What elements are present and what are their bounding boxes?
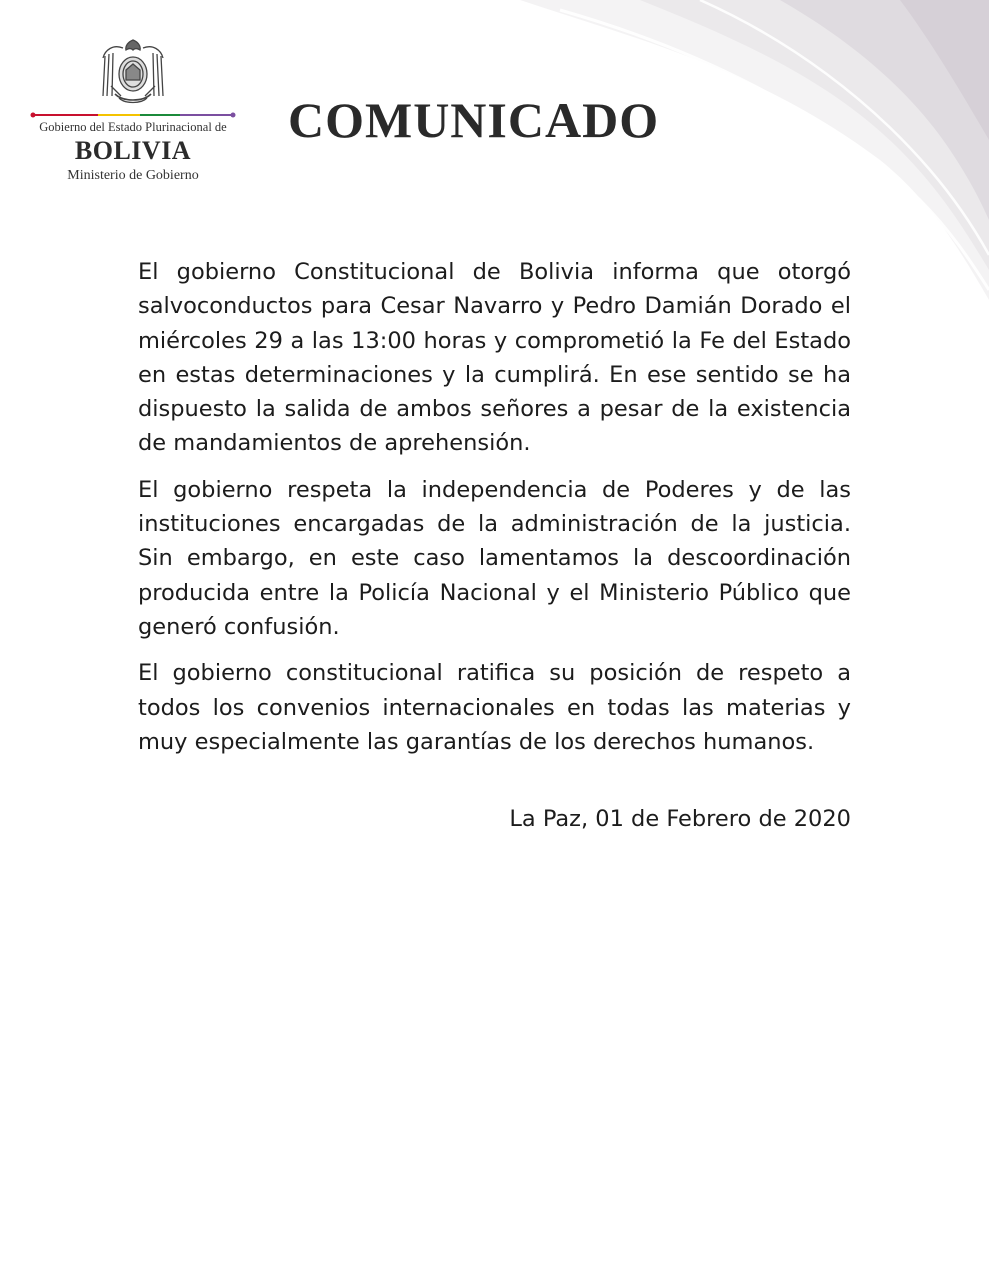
flag-stripe-icon <box>30 112 236 118</box>
logo-government-text: Gobierno del Estado Plurinacional de <box>39 120 227 134</box>
coat-of-arms-icon <box>93 36 173 108</box>
paragraph-2: El gobierno respeta la independencia de Poderes y de las instituciones encargadas de la administración de la justicia. Sin embargo, en este caso lamentamos la descoordinación producida entre la Policía Nacional y el Ministerio Público que generó confusión. <box>138 476 851 640</box>
logo-country-name: BOLIVIA <box>74 136 192 165</box>
paragraph-1: El gobierno Constitucional de Bolivia informa que otorgó salvoconductos para Cesar Navarro y Pedro Damián Dorado el miércoles 29 a las 13:00 horas y comprometió la Fe del Estado en estas determinaciones y la cumplirá. En ese sentido se ha dispuesto la salida de ambos señores a pesar de la existencia de mandamientos de aprehensión. <box>138 259 851 457</box>
place-and-date: La Paz, 01 de Febrero de 2020 <box>509 806 851 833</box>
communique-body <box>138 255 851 836</box>
ministry-logo <box>28 36 238 184</box>
logo-ministry-name: Ministerio de Gobierno <box>67 168 199 183</box>
document-title: COMUNICADO <box>288 92 660 148</box>
paragraph-3: El gobierno constitucional ratifica su posición de respeto a todos los convenios internacionales en todas las materias y muy especialmente las garantías de los derechos humanos. <box>138 660 851 755</box>
